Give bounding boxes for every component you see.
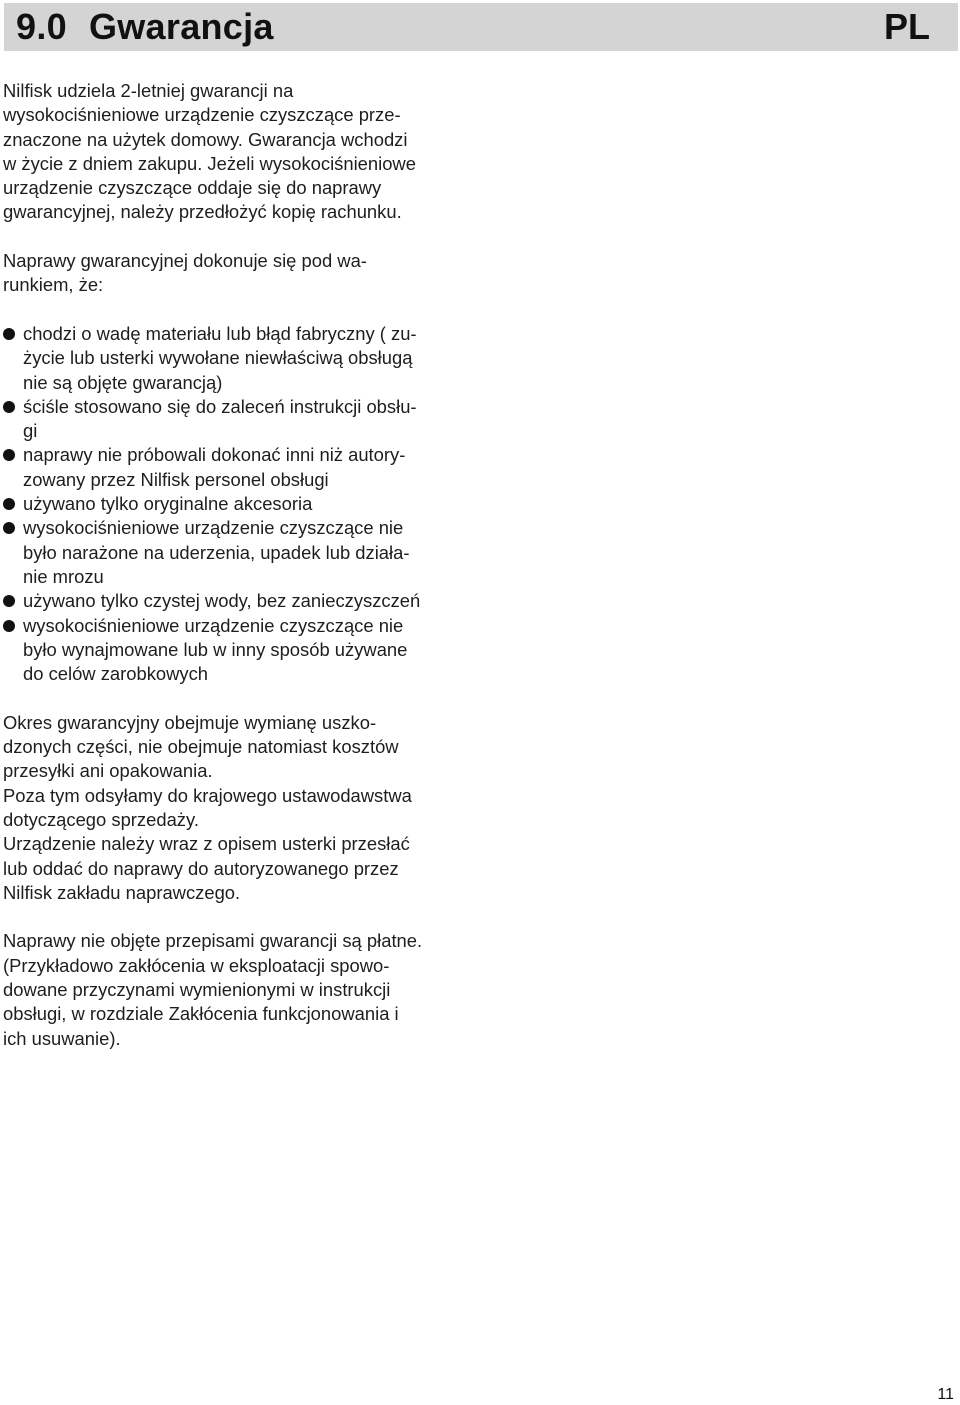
list-item: [3, 589, 473, 613]
list-item: [3, 614, 473, 687]
list-item: [3, 516, 473, 589]
spacer: [3, 686, 473, 710]
list-item: [3, 395, 473, 444]
legislation-paragraph: Poza tym odsyłamy do krajowego ustawodawstwa dotyczącego sprzedaży.: [3, 784, 412, 830]
section-number: 9.0: [16, 6, 67, 47]
spacer: [3, 298, 473, 322]
list-item-text: wysokociśnieniowe urządzenie czyszczące nie było wynajmowane lub w inny sposób używane do celów zarobkowych: [23, 614, 408, 685]
warranty-content: [3, 79, 473, 1051]
bullet-icon: [3, 449, 15, 461]
section-header-bar: [4, 3, 958, 51]
bullet-icon: [3, 620, 15, 632]
list-item-text: używano tylko oryginalne akcesoria: [23, 493, 313, 515]
bullet-icon: [3, 401, 15, 413]
bullet-icon: [3, 595, 15, 607]
list-item: [3, 322, 473, 395]
paid-repairs-paragraph: Naprawy nie objęte przepisami gwarancji są płatne. (Przykładowo zakłócenia w eksploatacji spowo- dowane przyczynami wymienionymi w instrukcji obsługi, w rozdziale Zakłócenia funkcjonowania i ich usuwanie).: [3, 930, 423, 1049]
page-number: 11: [937, 1386, 954, 1403]
list-item-text: naprawy nie próbowali dokonać inni niż autory- zowany przez Nilfisk personel obsługi: [23, 444, 406, 490]
return-paragraph: Urządzenie należy wraz z opisem usterki przesłać lub oddać do naprawy do autoryzowanego przez Nilfisk zakładu naprawczego.: [3, 833, 410, 903]
list-item-text: ściśle stosowano się do zaleceń instrukcji obsłu- gi: [23, 395, 417, 442]
spacer: [3, 225, 473, 249]
bullet-icon: [3, 328, 15, 340]
spacer: [3, 905, 473, 929]
bullet-icon: [3, 522, 15, 534]
language-code: PL: [883, 6, 930, 47]
conditions-intro: Naprawy gwarancyjnej dokonuje się pod wa- runkiem, że:: [3, 250, 367, 296]
list-item: [3, 443, 473, 492]
conditions-list: [3, 322, 473, 686]
bullet-icon: [3, 498, 15, 510]
coverage-paragraph: Okres gwarancyjny obejmuje wymianę uszko- dzonych części, nie obejmuje natomiast kosztów przesyłki ani opakowania.: [3, 711, 399, 782]
list-item: [3, 492, 473, 516]
intro-paragraph: Nilfisk udziela 2-letniej gwarancji na wysokociśnieniowe urządzenie czyszczące prze- znaczone na użytek domowy. Gwarancja wchodzi w życie z dniem zakupu. Jeżeli wysokociśnieniowe urządzenie czyszczące oddaje się do naprawy gwarancyjnej, należy przedłożyć kopię rachunku.: [3, 80, 416, 223]
list-item-text: wysokociśnieniowe urządzenie czyszczące nie było narażone na uderzenia, upadek lub działa- nie mrozu: [23, 517, 410, 587]
list-item-text: używano tylko czystej wody, bez zanieczyszczeń: [23, 590, 421, 612]
section-title: [16, 7, 274, 47]
section-title-text: Gwarancja: [88, 6, 274, 47]
list-item-text: chodzi o wadę materiału lub błąd fabryczny ( zu- życie lub usterki wywołane niewłaściwą obsługą nie są objęte gwarancją): [23, 322, 417, 393]
